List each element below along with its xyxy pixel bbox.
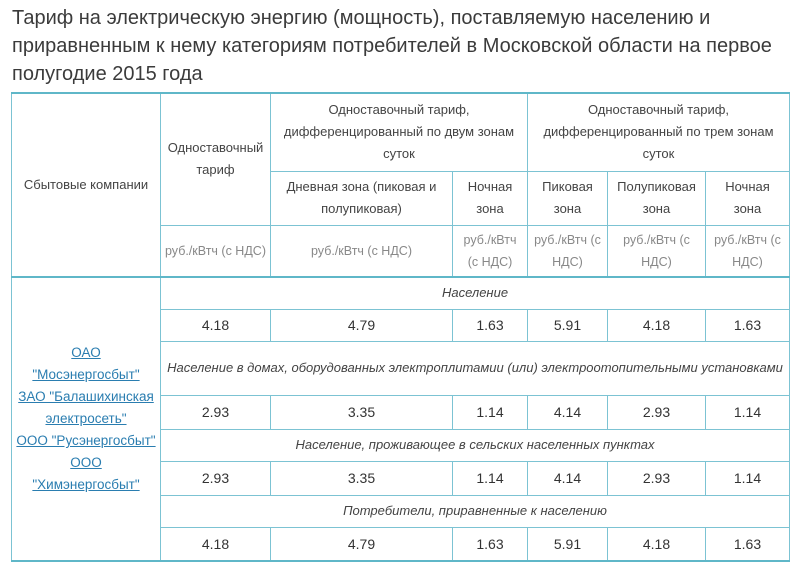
unit-label: руб./кВтч (с НДС): [706, 225, 790, 277]
unit-label: руб./кВтч (с НДС): [453, 225, 528, 277]
semipeak-zone-header: Полупиковая зона: [608, 171, 706, 225]
night-zone-3-header: Ночная зона: [706, 171, 790, 225]
value-cell: 4.18: [161, 527, 271, 561]
header-row-1: [12, 93, 790, 171]
category-label: Население в домах, оборудованных электроплитамии (или) электроотопительными установками: [161, 341, 790, 395]
value-cell: 1.63: [706, 527, 790, 561]
value-cell: 5.91: [528, 309, 608, 341]
category-row: [12, 277, 790, 309]
company-link[interactable]: ЗАО "Балашихинская электросеть": [18, 389, 154, 426]
category-label: Население, проживающее в сельских населенных пунктах: [161, 429, 790, 461]
value-cell: 4.18: [608, 309, 706, 341]
value-cell: 1.63: [453, 309, 528, 341]
company-link[interactable]: ОАО "Мосэнергосбыт": [32, 345, 140, 382]
three-zone-header: Одноставочный тариф, дифференцированный по трем зонам суток: [528, 93, 790, 171]
value-cell: 4.14: [528, 461, 608, 495]
value-cell: 1.14: [453, 395, 528, 429]
company-link[interactable]: ООО "Химэнергосбыт": [32, 455, 140, 492]
companies-header: Сбытовые компании: [12, 93, 161, 277]
value-cell: 2.93: [161, 395, 271, 429]
value-cell: 4.18: [608, 527, 706, 561]
value-cell: 2.93: [608, 461, 706, 495]
two-zone-header: Одноставочный тариф, дифференцированный по двум зонам суток: [271, 93, 528, 171]
value-cell: 2.93: [161, 461, 271, 495]
value-cell: 1.63: [453, 527, 528, 561]
unit-label: руб./кВтч (с НДС): [608, 225, 706, 277]
value-cell: 3.35: [271, 395, 453, 429]
peak-zone-header: Пиковая зона: [528, 171, 608, 225]
unit-label: руб./кВтч (с НДС): [271, 225, 453, 277]
company-link[interactable]: ООО "Русэнергосбыт": [16, 433, 156, 448]
value-cell: 1.63: [706, 309, 790, 341]
value-cell: 4.18: [161, 309, 271, 341]
page-title: Тариф на электрическую энергию (мощность), поставляемую населению и приравненным к нему категориям потребителей в Московской области на первое полугодие 2015 года: [12, 7, 772, 85]
unit-label: руб./кВтч (с НДС): [528, 225, 608, 277]
category-label: Потребители, приравненные к населению: [161, 495, 790, 527]
value-cell: 4.79: [271, 309, 453, 341]
value-cell: 2.93: [608, 395, 706, 429]
night-zone-header: Ночная зона: [453, 171, 528, 225]
value-cell: 4.14: [528, 395, 608, 429]
companies-cell: [12, 277, 161, 561]
value-cell: 3.35: [271, 461, 453, 495]
tariff-table: [11, 92, 790, 562]
value-cell: 1.14: [706, 395, 790, 429]
day-zone-header: Дневная зона (пиковая и полупиковая): [271, 171, 453, 225]
value-cell: 1.14: [706, 461, 790, 495]
value-cell: 1.14: [453, 461, 528, 495]
single-rate-header: Одноставочный тариф: [161, 93, 271, 225]
value-cell: 5.91: [528, 527, 608, 561]
unit-label: руб./кВтч (с НДС): [161, 225, 271, 277]
value-cell: 4.79: [271, 527, 453, 561]
category-label: Население: [161, 277, 790, 309]
